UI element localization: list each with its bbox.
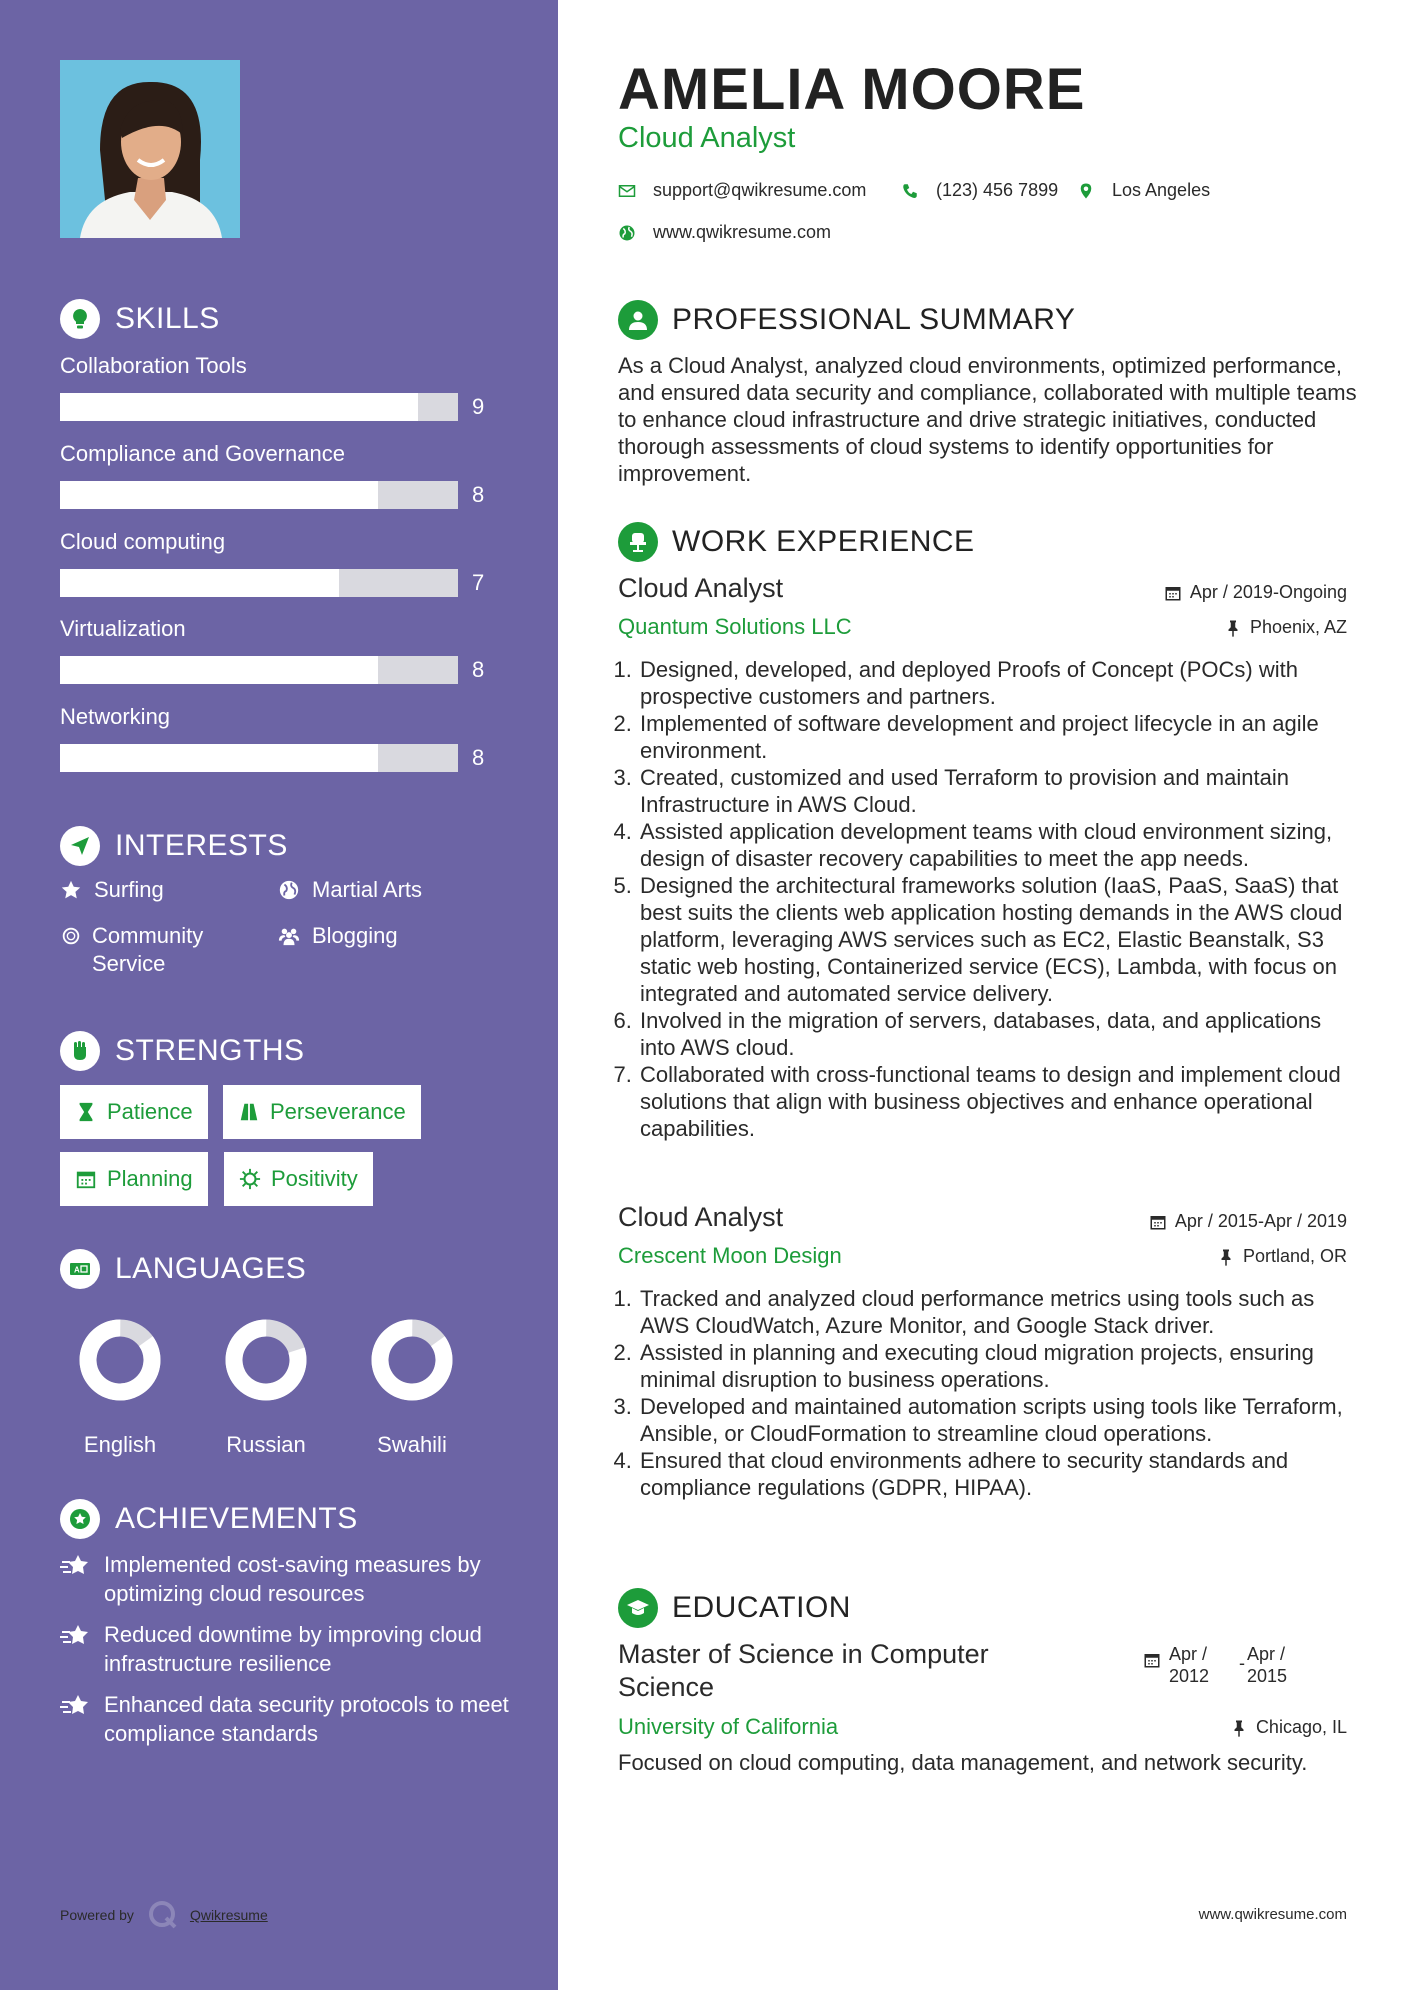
interest-item [278, 876, 422, 904]
phone-contact[interactable]: (123) 456 7899 [901, 180, 1058, 201]
list-item: 6. Involved in the migration of servers, databases, data, and applications into AWS cloud. [638, 1007, 1358, 1061]
skill-value: 8 [472, 657, 485, 682]
list-item: 3. Developed and maintained automation scripts using tools like Terraform, Ansible, or CloudFormation to streamline cloud operations. [638, 1393, 1358, 1447]
strengths-heading: STRENGTHS [60, 1031, 305, 1071]
language-level-ring [76, 1316, 164, 1404]
date-separator: - [1239, 1653, 1245, 1673]
candidate-name: AMELIA MOORE [618, 57, 1086, 122]
skill-bar [60, 481, 458, 509]
profile-photo [60, 60, 240, 238]
list-item: 4. Assisted application development teams with cloud environment sizing, design of disaster recovery capabilities to meet the app needs. [638, 818, 1358, 872]
achievement-text: Implemented cost-saving measures by optimizing cloud resources [104, 1552, 481, 1606]
language-level-ring [222, 1316, 310, 1404]
education-start: Apr / 2012 [1169, 1644, 1210, 1686]
language-item [352, 1316, 472, 1458]
skills-heading: SKILLS [60, 299, 220, 339]
job-title: Cloud Analyst [618, 573, 784, 603]
skill-bar-fill [60, 393, 418, 421]
achievement-text: Enhanced data security protocols to meet compliance standards [104, 1692, 509, 1746]
skill-bar [60, 656, 458, 684]
skill-name: Networking [60, 704, 171, 729]
envelope-icon [618, 182, 636, 200]
achievement-item [60, 1690, 510, 1748]
calendar-icon [75, 1168, 97, 1190]
achievement-item [60, 1550, 510, 1608]
fist-icon [60, 1031, 100, 1071]
job-responsibilities [618, 656, 1358, 1142]
languages-heading: A LANGUAGES [60, 1249, 306, 1289]
interest-label: Martial Arts [312, 877, 423, 902]
language-item [206, 1316, 326, 1458]
skill-bar-fill [60, 744, 378, 772]
desk-chair-icon [618, 522, 658, 562]
strength-badge: Patience [60, 1085, 208, 1139]
education-dates [1143, 1643, 1307, 1687]
interest-item [60, 922, 240, 978]
strength-badge: Perseverance [223, 1085, 421, 1139]
skill-value: 9 [472, 394, 485, 419]
degree-title: Master of Science in Computer Science [618, 1639, 989, 1702]
powered-by [60, 1900, 268, 1930]
language-item [60, 1316, 180, 1458]
skill-bar-fill [60, 569, 339, 597]
main-content [558, 0, 1407, 1990]
skill-item [60, 616, 500, 682]
education-description: Focused on cloud computing, data management, and network security. [618, 1750, 1308, 1775]
achievements-heading: ACHIEVEMENTS [60, 1499, 358, 1539]
interest-label: Blogging [312, 923, 398, 948]
company-name: Quantum Solutions LLC [618, 614, 852, 639]
education-end: Apr / 2015 [1247, 1644, 1288, 1686]
pushpin-icon [1217, 1248, 1235, 1266]
footer-website-link[interactable]: www.qwikresume.com [1198, 1906, 1347, 1923]
job-dates: Apr / 2019-Ongoing [1164, 582, 1347, 603]
candidate-role: Cloud Analyst [618, 122, 796, 154]
job-location: Phoenix, AZ [1224, 617, 1347, 638]
skill-name: Cloud computing [60, 529, 226, 554]
skill-item [60, 353, 500, 419]
job-dates: Apr / 2015-Apr / 2019 [1149, 1211, 1347, 1232]
skill-bar-fill [60, 481, 378, 509]
calendar-icon [1164, 584, 1182, 602]
qwikresume-logo-icon [148, 1900, 178, 1930]
star-burst-icon [60, 1620, 92, 1678]
skill-bar [60, 744, 458, 772]
summary-text: As a Cloud Analyst, analyzed cloud environments, optimized performance, and ensured data security and compliance, collaborated with multiple teams to enhance cloud infrastructure and drive strategic initiatives, conducted thorough assessments of cloud systems to identify opportunities for improvement. [618, 353, 1357, 486]
language-level-ring [368, 1316, 456, 1404]
website-contact[interactable]: www.qwikresume.com [618, 222, 831, 243]
list-item: 2. Implemented of software development and project lifecycle in an agile environment. [638, 710, 1358, 764]
list-item: 3. Created, customized and used Terraform to provision and maintain Infrastructure in AWS Cloud. [638, 764, 1358, 818]
skill-value: 8 [472, 745, 485, 770]
language-name: Swahili [377, 1432, 447, 1457]
qwikresume-link[interactable]: Qwikresume [189, 1907, 268, 1923]
list-item: 7. Collaborated with cross-functional teams to design and implement cloud solutions that align with business objectives and enhance operational capabilities. [638, 1061, 1358, 1142]
skill-value: 7 [472, 570, 485, 595]
school-name: University of California [618, 1714, 839, 1739]
skill-item [60, 441, 500, 507]
road-icon [238, 1101, 260, 1123]
skill-name: Compliance and Governance [60, 441, 345, 466]
list-item: 1. Tracked and analyzed cloud performance metrics using tools such as AWS CloudWatch, Azure Monitor, and Google Stack driver. [638, 1285, 1358, 1339]
list-item: 1. Designed, developed, and deployed Proofs of Concept (POCs) with prospective customers and partners. [638, 656, 1358, 710]
star-icon [60, 876, 84, 904]
map-pin-icon [1077, 182, 1095, 200]
company-name: Crescent Moon Design [618, 1243, 842, 1268]
svg-text:A: A [74, 1265, 80, 1275]
education-heading: EDUCATION [618, 1588, 851, 1628]
phone-icon [901, 182, 919, 200]
powered-by-label: Powered by [60, 1907, 134, 1923]
language-name: Russian [226, 1432, 306, 1457]
award-star-icon [60, 1499, 100, 1539]
interest-item [60, 876, 164, 904]
interest-label: Community Service [92, 923, 204, 976]
list-item: 2. Assisted in planning and executing cloud migration projects, ensuring minimal disruption to business operations. [638, 1339, 1358, 1393]
calendar-icon [1143, 1651, 1161, 1669]
paper-plane-icon [60, 826, 100, 866]
job-title: Cloud Analyst [618, 1202, 784, 1232]
pushpin-icon [1230, 1719, 1248, 1737]
job-location: Portland, OR [1217, 1246, 1347, 1267]
strength-badge: Positivity [224, 1152, 373, 1206]
skill-name: Virtualization [60, 616, 186, 641]
interest-item [278, 922, 398, 950]
star-burst-icon [60, 1550, 92, 1608]
skill-item [60, 704, 500, 770]
sidebar [0, 0, 558, 1990]
users-icon [278, 922, 302, 950]
skill-item [60, 529, 500, 595]
skill-name: Collaboration Tools [60, 353, 247, 378]
hourglass-icon [75, 1101, 97, 1123]
portrait-image [60, 60, 240, 238]
skill-bar [60, 569, 458, 597]
skill-bar [60, 393, 458, 421]
globe-icon [278, 876, 302, 904]
summary-heading: PROFESSIONAL SUMMARY [618, 300, 1075, 340]
education-location: Chicago, IL [1230, 1717, 1347, 1738]
life-ring-icon [60, 922, 82, 950]
interest-label: Surfing [94, 877, 164, 902]
calendar-icon [1149, 1213, 1167, 1231]
location-contact: Los Angeles [1077, 180, 1210, 201]
graduation-icon [618, 1588, 658, 1628]
star-burst-icon [60, 1690, 92, 1748]
pushpin-icon [1224, 619, 1242, 637]
job-responsibilities [618, 1285, 1358, 1501]
achievement-item [60, 1620, 510, 1678]
strength-badge: Planning [60, 1152, 208, 1206]
sun-icon [239, 1168, 261, 1190]
email-contact[interactable]: support@qwikresume.com [618, 180, 866, 201]
lightbulb-icon [60, 299, 100, 339]
experience-heading: WORK EXPERIENCE [618, 522, 975, 562]
skill-value: 8 [472, 482, 485, 507]
globe-icon [618, 224, 636, 242]
language-icon [60, 1249, 100, 1289]
language-name: English [83, 1432, 157, 1457]
list-item: 4. Ensured that cloud environments adhere to security standards and compliance regulations (GDPR, HIPAA). [638, 1447, 1358, 1501]
achievement-text: Reduced downtime by improving cloud infrastructure resilience [104, 1622, 482, 1676]
interests-heading: INTERESTS [60, 826, 288, 866]
list-item: 5. Designed the architectural frameworks solution (IaaS, PaaS, SaaS) that best suits the clients web application hosting demands in the AWS cloud platform, leveraging AWS services such as EC2, Elastic Beanstalk, S3 static web hosting, Containerized service (ECS), Lambda, with focus on integrated and automated service delivery. [638, 872, 1358, 1007]
skill-bar-fill [60, 656, 378, 684]
user-icon [618, 300, 658, 340]
